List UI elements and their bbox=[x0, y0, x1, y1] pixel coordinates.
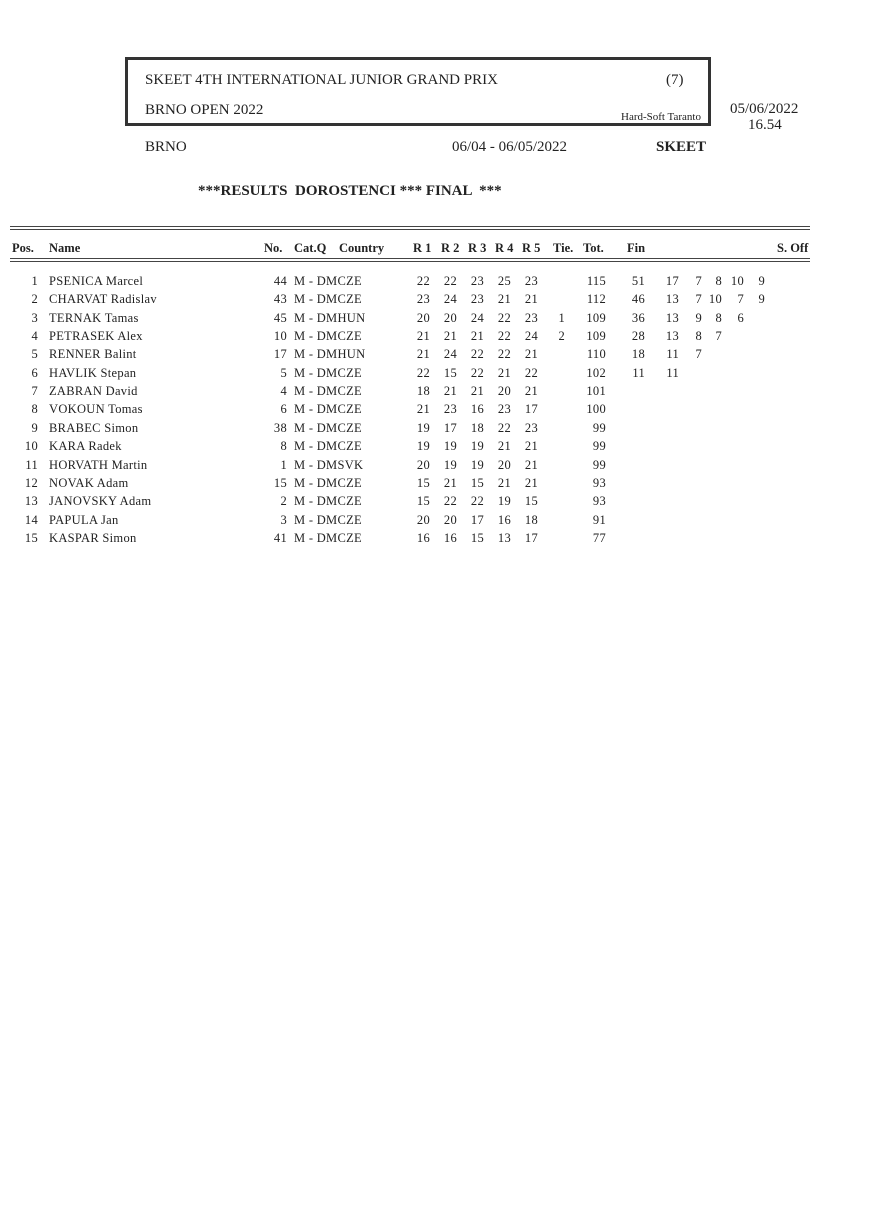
cell-r4: 20 bbox=[497, 457, 511, 472]
cell-r2: 22 bbox=[443, 274, 457, 288]
discipline: SKEET bbox=[656, 139, 707, 155]
cell-fin-series: 10 bbox=[708, 292, 722, 307]
cell-pos: 13 bbox=[24, 494, 38, 509]
cell-r5: 21 bbox=[524, 439, 538, 454]
cell-r5: 21 bbox=[524, 384, 538, 399]
cell-cat: M - DMCZE bbox=[294, 274, 362, 288]
col-name: Name bbox=[49, 241, 81, 255]
cell-fin-series: 9 bbox=[758, 274, 765, 288]
cell-r5: 21 bbox=[524, 292, 538, 307]
software-credit: Hard-Soft Taranto bbox=[621, 111, 701, 123]
cell-fin-series: 13 bbox=[665, 292, 679, 307]
cell-r1: 22 bbox=[416, 274, 430, 288]
col-tot: Tot. bbox=[583, 241, 604, 255]
cell-r2: 21 bbox=[443, 329, 457, 344]
cell-r3: 19 bbox=[470, 457, 484, 472]
page-number: (7) bbox=[666, 72, 684, 88]
cell-name: KASPAR Simon bbox=[49, 530, 137, 545]
cell-r3: 16 bbox=[470, 402, 484, 417]
cell-fin: 28 bbox=[631, 329, 645, 344]
cell-pos: 8 bbox=[31, 402, 38, 417]
cell-cat: M - DMCZE bbox=[294, 402, 362, 417]
cell-pos: 14 bbox=[24, 512, 38, 527]
cell-r1: 15 bbox=[416, 475, 430, 490]
cell-r2: 23 bbox=[443, 402, 457, 417]
cell-r1: 21 bbox=[416, 347, 430, 362]
cell-no: 2 bbox=[280, 494, 287, 509]
cell-cat: M - DMCZE bbox=[294, 494, 362, 509]
cell-r1: 23 bbox=[416, 292, 430, 307]
cell-cat: M - DMHUN bbox=[294, 310, 366, 325]
cell-fin-series: 13 bbox=[665, 329, 679, 344]
cell-r1: 15 bbox=[416, 494, 430, 509]
cell-r1: 19 bbox=[416, 439, 430, 454]
print-date: 05/06/2022 bbox=[730, 101, 799, 117]
cell-cat: M - DMCZE bbox=[294, 439, 362, 454]
cell-r5: 23 bbox=[524, 420, 538, 435]
cell-tie: 2 bbox=[558, 329, 565, 344]
cell-r3: 21 bbox=[470, 384, 484, 399]
cell-r2: 22 bbox=[443, 494, 457, 509]
cell-pos: 3 bbox=[31, 310, 38, 325]
cell-r2: 17 bbox=[443, 420, 457, 435]
cell-r2: 20 bbox=[443, 512, 457, 527]
cell-fin-series: 11 bbox=[666, 365, 679, 380]
cell-cat: M - DMCZE bbox=[294, 420, 362, 435]
cell-tot: 99 bbox=[592, 457, 606, 472]
cell-r2: 19 bbox=[443, 439, 457, 454]
cell-pos: 15 bbox=[24, 530, 38, 545]
cell-name: PAPULA Jan bbox=[49, 512, 119, 527]
col-tie: Tie. bbox=[553, 241, 574, 255]
cell-fin: 46 bbox=[631, 292, 645, 307]
cell-r3: 24 bbox=[470, 310, 484, 325]
cell-r1: 22 bbox=[416, 365, 430, 380]
cell-tot: 91 bbox=[592, 512, 606, 527]
cell-no: 3 bbox=[280, 512, 287, 527]
cell-r5: 18 bbox=[524, 512, 538, 527]
cell-name: NOVAK Adam bbox=[49, 475, 129, 490]
location: BRNO bbox=[145, 139, 187, 155]
cell-r5: 23 bbox=[524, 310, 538, 325]
event-title: SKEET 4TH INTERNATIONAL JUNIOR GRAND PRIX bbox=[145, 72, 498, 88]
cell-no: 15 bbox=[273, 475, 287, 490]
cell-r4: 22 bbox=[497, 310, 511, 325]
cell-pos: 2 bbox=[31, 292, 38, 307]
cell-fin-series: 9 bbox=[758, 292, 765, 307]
cell-name: PETRASEK Alex bbox=[49, 329, 143, 344]
cell-name: VOKOUN Tomas bbox=[49, 402, 143, 417]
cell-r2: 16 bbox=[443, 530, 457, 545]
col-r1: R 1 bbox=[413, 241, 432, 255]
cell-r1: 18 bbox=[416, 384, 430, 399]
cell-no: 45 bbox=[273, 310, 287, 325]
cell-r1: 21 bbox=[416, 402, 430, 417]
cell-r4: 21 bbox=[497, 439, 511, 454]
cell-tot: 99 bbox=[592, 420, 606, 435]
cell-pos: 11 bbox=[25, 457, 38, 472]
cell-name: CHARVAT Radislav bbox=[49, 292, 157, 307]
cell-r2: 21 bbox=[443, 384, 457, 399]
cell-name: HORVATH Martin bbox=[49, 457, 148, 472]
cell-tot: 115 bbox=[586, 274, 606, 288]
cell-r3: 22 bbox=[470, 347, 484, 362]
cell-fin: 11 bbox=[632, 365, 645, 380]
cell-tie: 1 bbox=[558, 310, 565, 325]
cell-r5: 17 bbox=[524, 530, 538, 545]
cell-tot: 112 bbox=[586, 292, 606, 307]
cell-r4: 25 bbox=[497, 274, 511, 288]
date-range: 06/04 - 06/05/2022 bbox=[452, 139, 567, 155]
cell-fin: 18 bbox=[631, 347, 645, 362]
cell-no: 1 bbox=[280, 457, 287, 472]
cell-no: 4 bbox=[280, 384, 287, 399]
cell-r2: 20 bbox=[443, 310, 457, 325]
col-no: No. bbox=[264, 241, 283, 255]
cell-cat: M - DMCZE bbox=[294, 512, 362, 527]
cell-r3: 18 bbox=[470, 420, 484, 435]
cell-pos: 4 bbox=[31, 329, 38, 344]
cell-r5: 21 bbox=[524, 347, 538, 362]
cell-tot: 102 bbox=[586, 365, 606, 380]
cell-r4: 22 bbox=[497, 329, 511, 344]
cell-cat: M - DMCZE bbox=[294, 384, 362, 399]
cell-cat: M - DMCZE bbox=[294, 329, 362, 344]
cell-r2: 21 bbox=[443, 475, 457, 490]
col-soff: S. Off bbox=[777, 241, 809, 255]
cell-tot: 109 bbox=[586, 329, 606, 344]
cell-cat: M - DMCZE bbox=[294, 530, 362, 545]
cell-name: HAVLIK Stepan bbox=[49, 365, 137, 380]
header-rule-bottom bbox=[10, 258, 810, 262]
cell-r3: 15 bbox=[470, 530, 484, 545]
cell-pos: 12 bbox=[24, 475, 38, 490]
cell-fin-series: 13 bbox=[665, 310, 679, 325]
cell-r2: 24 bbox=[443, 292, 457, 307]
cell-fin-series: 7 bbox=[695, 292, 702, 307]
cell-r4: 21 bbox=[497, 365, 511, 380]
cell-fin-series: 8 bbox=[695, 329, 702, 344]
cell-pos: 1 bbox=[31, 274, 38, 288]
cell-r3: 23 bbox=[470, 274, 484, 288]
cell-fin: 36 bbox=[631, 310, 645, 325]
cell-r3: 22 bbox=[470, 365, 484, 380]
cell-pos: 5 bbox=[31, 347, 38, 362]
cell-r1: 20 bbox=[416, 512, 430, 527]
cell-no: 6 bbox=[280, 402, 287, 417]
cell-r3: 21 bbox=[470, 329, 484, 344]
cell-no: 41 bbox=[273, 530, 287, 545]
cell-no: 8 bbox=[280, 439, 287, 454]
cell-no: 5 bbox=[280, 365, 287, 380]
col-r2: R 2 bbox=[441, 241, 460, 255]
cell-r4: 13 bbox=[497, 530, 511, 545]
cell-fin-series: 17 bbox=[665, 274, 679, 288]
cell-tot: 109 bbox=[586, 310, 606, 325]
col-fin: Fin bbox=[627, 241, 646, 255]
cell-tot: 110 bbox=[586, 347, 606, 362]
col-r5: R 5 bbox=[522, 241, 541, 255]
cell-r4: 22 bbox=[497, 347, 511, 362]
cell-fin-series: 7 bbox=[695, 347, 702, 362]
cell-r5: 22 bbox=[524, 365, 538, 380]
cell-r1: 20 bbox=[416, 457, 430, 472]
cell-r5: 23 bbox=[524, 274, 538, 288]
cell-tot: 77 bbox=[592, 530, 606, 545]
cell-pos: 6 bbox=[31, 365, 38, 380]
cell-r1: 19 bbox=[416, 420, 430, 435]
cell-tot: 93 bbox=[592, 494, 606, 509]
print-time: 16.54 bbox=[748, 117, 782, 133]
cell-cat: M - DMCZE bbox=[294, 365, 362, 380]
col-catq: Cat.Q bbox=[294, 241, 327, 255]
cell-name: JANOVSKY Adam bbox=[49, 494, 152, 509]
cell-tot: 99 bbox=[592, 439, 606, 454]
cell-r5: 21 bbox=[524, 475, 538, 490]
cell-cat: M - DMSVK bbox=[294, 457, 364, 472]
cell-name: TERNAK Tamas bbox=[49, 310, 139, 325]
competition-name: BRNO OPEN 2022 bbox=[145, 102, 264, 118]
cell-cat: M - DMCZE bbox=[294, 292, 362, 307]
cell-fin-series: 8 bbox=[715, 310, 722, 325]
cell-r2: 19 bbox=[443, 457, 457, 472]
cell-fin-series: 7 bbox=[715, 329, 722, 344]
col-r3: R 3 bbox=[468, 241, 487, 255]
cell-name: BRABEC Simon bbox=[49, 420, 139, 435]
cell-r2: 15 bbox=[443, 365, 457, 380]
cell-r4: 19 bbox=[497, 494, 511, 509]
cell-fin-series: 8 bbox=[715, 274, 722, 288]
cell-fin-series: 6 bbox=[737, 310, 744, 325]
cell-name: RENNER Balint bbox=[49, 347, 137, 362]
cell-r5: 17 bbox=[524, 402, 538, 417]
cell-fin: 51 bbox=[631, 274, 645, 288]
cell-r1: 21 bbox=[416, 329, 430, 344]
cell-name: ZABRAN David bbox=[49, 384, 138, 399]
cell-fin-series: 10 bbox=[730, 274, 744, 288]
cell-r3: 15 bbox=[470, 475, 484, 490]
cell-r3: 22 bbox=[470, 494, 484, 509]
cell-name: PSENICA Marcel bbox=[49, 274, 144, 288]
cell-r5: 21 bbox=[524, 457, 538, 472]
cell-cat: M - DMCZE bbox=[294, 475, 362, 490]
cell-fin-series: 11 bbox=[666, 347, 679, 362]
cell-fin-series: 9 bbox=[695, 310, 702, 325]
cell-r4: 23 bbox=[497, 402, 511, 417]
cell-r4: 21 bbox=[497, 292, 511, 307]
col-pos: Pos. bbox=[12, 241, 34, 255]
cell-r4: 22 bbox=[497, 420, 511, 435]
cell-r4: 16 bbox=[497, 512, 511, 527]
cell-no: 17 bbox=[273, 347, 287, 362]
cell-tot: 101 bbox=[586, 384, 606, 399]
cell-fin-series: 7 bbox=[737, 292, 744, 307]
cell-pos: 10 bbox=[24, 439, 38, 454]
cell-tot: 100 bbox=[586, 402, 606, 417]
cell-name: KARA Radek bbox=[49, 439, 122, 454]
cell-r5: 15 bbox=[524, 494, 538, 509]
cell-no: 43 bbox=[273, 292, 287, 307]
cell-r2: 24 bbox=[443, 347, 457, 362]
cell-r1: 16 bbox=[416, 530, 430, 545]
cell-fin-series: 7 bbox=[695, 274, 702, 288]
cell-r3: 23 bbox=[470, 292, 484, 307]
cell-cat: M - DMHUN bbox=[294, 347, 366, 362]
cell-r4: 21 bbox=[497, 475, 511, 490]
header-rule-top bbox=[10, 226, 810, 230]
cell-r3: 19 bbox=[470, 439, 484, 454]
cell-r4: 20 bbox=[497, 384, 511, 399]
cell-pos: 9 bbox=[31, 420, 38, 435]
cell-no: 10 bbox=[273, 329, 287, 344]
cell-no: 44 bbox=[273, 274, 287, 288]
cell-r3: 17 bbox=[470, 512, 484, 527]
col-country: Country bbox=[339, 241, 385, 255]
cell-no: 38 bbox=[273, 420, 287, 435]
report-title: ***RESULTS DOROSTENCI *** FINAL *** bbox=[198, 183, 502, 199]
cell-r1: 20 bbox=[416, 310, 430, 325]
cell-r5: 24 bbox=[524, 329, 538, 344]
cell-tot: 93 bbox=[592, 475, 606, 490]
col-r4: R 4 bbox=[495, 241, 514, 255]
cell-pos: 7 bbox=[31, 384, 38, 399]
